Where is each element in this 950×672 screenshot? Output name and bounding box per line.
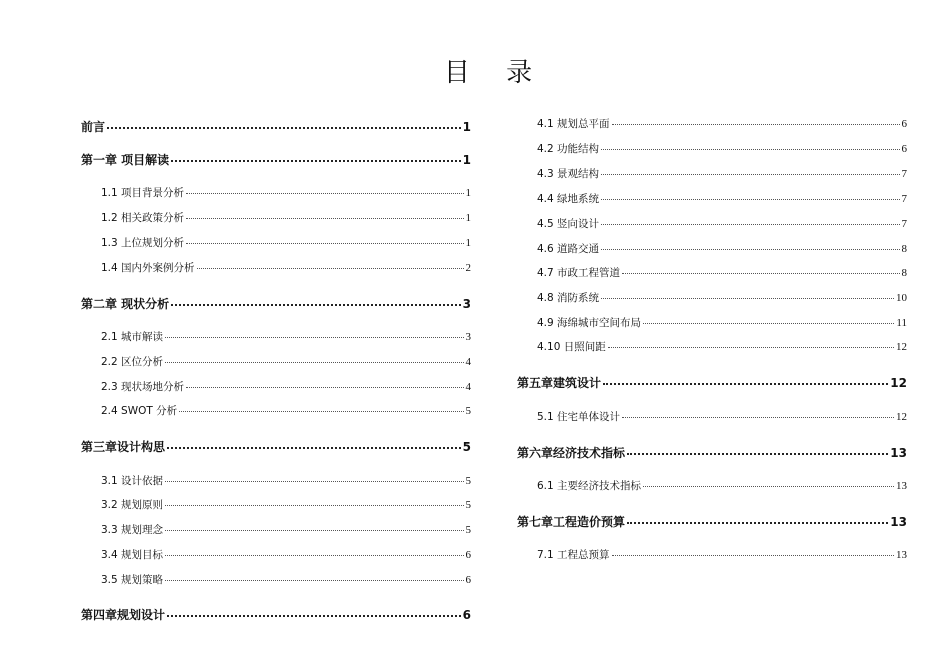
toc-entry-label: 第三章设计构思 <box>81 440 166 454</box>
toc-section-entry[interactable] <box>517 478 907 493</box>
dot-leader <box>627 522 888 524</box>
toc-section-entry[interactable] <box>517 116 907 131</box>
toc-section-entry[interactable] <box>517 191 907 206</box>
toc-page-number: 1 <box>462 153 471 167</box>
dot-leader <box>643 486 894 487</box>
dot-leader <box>601 224 899 225</box>
toc-page-number: 1 <box>462 120 471 134</box>
toc-entry-label: 7.1 工程总预算 <box>537 549 610 561</box>
dot-leader <box>165 505 463 506</box>
toc-page-number: 6 <box>465 549 471 561</box>
dot-leader <box>165 362 463 363</box>
toc-page-number: 5 <box>465 405 471 417</box>
toc-entry-label: 3.3 规划理念 <box>101 524 164 536</box>
toc-chapter-entry[interactable] <box>81 438 471 455</box>
dot-leader <box>612 555 894 556</box>
dot-leader <box>601 298 894 299</box>
toc-chapter-entry[interactable] <box>81 606 471 623</box>
toc-entry-label: 6.1 主要经济技术指标 <box>537 480 642 492</box>
dot-leader <box>186 218 463 219</box>
dot-leader <box>186 243 463 244</box>
toc-entry-label: 1.4 国内外案例分析 <box>101 262 195 274</box>
toc-section-entry[interactable] <box>517 339 907 354</box>
dot-leader <box>612 124 900 125</box>
dot-leader <box>165 481 463 482</box>
dot-leader <box>171 304 460 306</box>
toc-entry-label: 2.2 区位分析 <box>101 356 164 368</box>
toc-page-number: 8 <box>901 243 907 255</box>
toc-section-entry[interactable] <box>81 497 471 512</box>
toc-page-number: 4 <box>465 381 471 393</box>
toc-entry-label: 第四章规划设计 <box>81 608 166 622</box>
toc-page-number: 6 <box>901 118 907 130</box>
toc-section-entry[interactable] <box>81 403 471 418</box>
toc-section-entry[interactable] <box>81 572 471 587</box>
toc-section-entry[interactable] <box>517 290 907 305</box>
toc-page-number: 3 <box>462 297 471 311</box>
toc-chapter-entry[interactable] <box>517 513 907 530</box>
dot-leader <box>165 337 463 338</box>
toc-page-number: 13 <box>896 480 907 492</box>
dot-leader <box>165 580 463 581</box>
toc-page-number: 12 <box>890 376 907 390</box>
toc-page-number: 7 <box>901 193 907 205</box>
dot-leader <box>179 411 463 412</box>
toc-section-entry[interactable] <box>81 260 471 275</box>
toc-section-entry[interactable] <box>517 216 907 231</box>
toc-chapter-entry[interactable] <box>81 295 471 312</box>
dot-leader <box>601 249 899 250</box>
toc-section-entry[interactable] <box>81 185 471 200</box>
dot-leader <box>601 149 899 150</box>
toc-section-entry[interactable] <box>81 473 471 488</box>
toc-entry-label: 第一章 项目解读 <box>81 153 170 167</box>
toc-section-entry[interactable] <box>81 354 471 369</box>
toc-entry-label: 第五章建筑设计 <box>517 376 602 390</box>
toc-page-number: 5 <box>465 475 471 487</box>
toc-section-entry[interactable] <box>517 409 907 424</box>
toc-page-number: 8 <box>901 267 907 279</box>
toc-page-number: 13 <box>896 549 907 561</box>
toc-entry-label: 5.1 住宅单体设计 <box>537 411 621 423</box>
toc-page-number: 5 <box>465 524 471 536</box>
toc-page-number: 5 <box>462 440 471 454</box>
toc-entry-label: 3.2 规划原则 <box>101 499 164 511</box>
toc-page-number: 5 <box>465 499 471 511</box>
dot-leader <box>608 347 894 348</box>
toc-entry-label: 4.9 海绵城市空间布局 <box>537 317 642 329</box>
dot-leader <box>167 615 461 617</box>
toc-entry-label: 4.5 竖向设计 <box>537 218 600 230</box>
toc-page-number: 1 <box>465 237 471 249</box>
toc-chapter-entry[interactable] <box>517 444 907 461</box>
toc-entry-label: 4.2 功能结构 <box>537 143 600 155</box>
toc-entry-label: 第六章经济技术指标 <box>517 446 626 460</box>
toc-chapter-entry[interactable] <box>517 374 907 391</box>
toc-entry-label: 4.8 消防系统 <box>537 292 600 304</box>
dot-leader <box>165 530 463 531</box>
toc-entry-label: 3.5 规划策略 <box>101 574 164 586</box>
toc-page-number: 6 <box>462 608 471 622</box>
toc-page-number: 6 <box>465 574 471 586</box>
toc-section-entry[interactable] <box>81 329 471 344</box>
toc-entry-label: 4.3 景观结构 <box>537 168 600 180</box>
dot-leader <box>171 160 460 162</box>
dot-leader <box>186 193 463 194</box>
toc-entry-label: 4.7 市政工程管道 <box>537 267 621 279</box>
dot-leader <box>165 555 463 556</box>
toc-chapter-entry[interactable] <box>81 118 471 135</box>
toc-page-number: 6 <box>901 143 907 155</box>
toc-entry-label: 2.4 SWOT 分析 <box>101 405 178 417</box>
toc-entry-label: 1.1 项目背景分析 <box>101 187 185 199</box>
dot-leader <box>622 273 899 274</box>
toc-entry-label: 4.1 规划总平面 <box>537 118 610 130</box>
dot-leader <box>601 199 899 200</box>
toc-entry-label: 3.1 设计依据 <box>101 475 164 487</box>
toc-section-entry[interactable] <box>81 210 471 225</box>
toc-page-number: 4 <box>465 356 471 368</box>
dot-leader <box>627 453 888 455</box>
dot-leader <box>622 417 894 418</box>
toc-section-entry[interactable] <box>517 166 907 181</box>
toc-entry-label: 前言 <box>81 120 106 134</box>
toc-section-entry[interactable] <box>81 235 471 250</box>
toc-page-number: 7 <box>901 218 907 230</box>
toc-section-entry[interactable] <box>517 315 907 330</box>
toc-page-number: 1 <box>465 212 471 224</box>
toc-section-entry[interactable] <box>517 265 907 280</box>
toc-page-number: 3 <box>465 331 471 343</box>
dot-leader <box>197 268 464 269</box>
dot-leader <box>167 447 461 449</box>
dot-leader <box>601 174 899 175</box>
toc-entry-label: 4.4 绿地系统 <box>537 193 600 205</box>
toc-entry-label: 1.2 相关政策分析 <box>101 212 185 224</box>
toc-page-number: 13 <box>890 515 907 529</box>
toc-entry-label: 2.3 现状场地分析 <box>101 381 185 393</box>
toc-page-number: 7 <box>901 168 907 180</box>
toc-entry-label: 第二章 现状分析 <box>81 297 170 311</box>
toc-section-entry[interactable] <box>81 522 471 537</box>
toc-entry-label: 4.10 日照间距 <box>537 341 606 353</box>
dot-leader <box>643 323 894 324</box>
toc-section-entry[interactable] <box>517 141 907 156</box>
toc-entry-label: 1.3 上位规划分析 <box>101 237 185 249</box>
toc-section-entry[interactable] <box>81 547 471 562</box>
toc-page-number: 10 <box>896 292 907 304</box>
toc-section-entry[interactable] <box>517 547 907 562</box>
toc-entry-label: 3.4 规划目标 <box>101 549 164 561</box>
dot-leader <box>603 383 888 385</box>
page-title: 目 录 <box>443 58 547 88</box>
toc-page-number: 13 <box>890 446 907 460</box>
toc-page-number: 12 <box>896 341 907 353</box>
toc-page-number: 1 <box>465 187 471 199</box>
toc-entry-label: 2.1 城市解读 <box>101 331 164 343</box>
toc-page-number: 12 <box>896 411 907 423</box>
toc-chapter-entry[interactable] <box>81 151 471 168</box>
dot-leader <box>107 127 461 129</box>
toc-section-entry[interactable] <box>81 379 471 394</box>
toc-section-entry[interactable] <box>517 241 907 256</box>
toc-entry-label: 第七章工程造价预算 <box>517 515 626 529</box>
toc-page-number: 2 <box>465 262 471 274</box>
toc-entry-label: 4.6 道路交通 <box>537 243 600 255</box>
toc-page-number: 11 <box>896 317 907 329</box>
dot-leader <box>186 387 463 388</box>
